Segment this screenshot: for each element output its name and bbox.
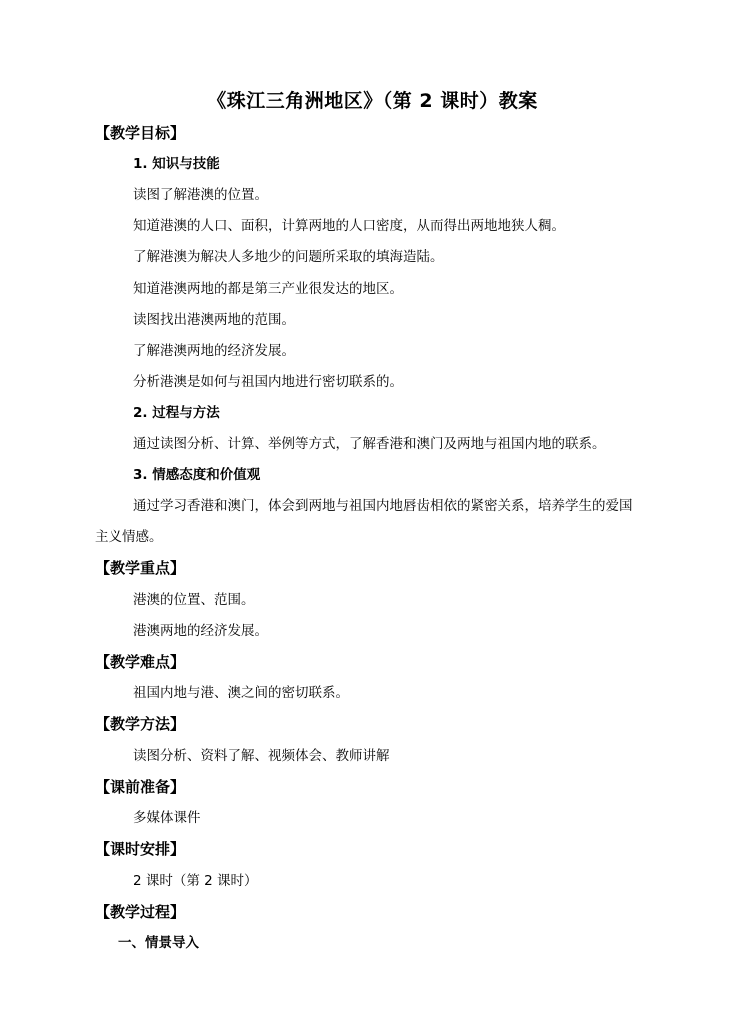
preparation-item: 多媒体课件 xyxy=(133,810,201,826)
schedule-item: 2 课时（第 2 课时） xyxy=(133,873,258,889)
key-point-item: 港澳的位置、范围。 xyxy=(133,592,255,608)
subheading-process-method: 2. 过程与方法 xyxy=(133,405,220,421)
difficulty-item: 祖国内地与港、澳之间的密切联系。 xyxy=(133,685,349,701)
paragraph-line: 通过学习香港和澳门，体会到两地与祖国内地唇齿相依的紧密关系，培养学生的爱国 xyxy=(133,498,633,514)
objective-item: 了解港澳为解决人多地少的问题所采取的填海造陆。 xyxy=(133,249,444,265)
subheading-attitude-values: 3. 情感态度和价值观 xyxy=(133,467,261,483)
objective-item: 分析港澳是如何与祖国内地进行密切联系的。 xyxy=(133,374,403,390)
document-title: 《珠江三角洲地区》（第 2 课时）教案 xyxy=(207,90,538,112)
objective-item: 知道港澳的人口、面积，计算两地的人口密度，从而得出两地地狭人稠。 xyxy=(133,218,565,234)
section-heading-schedule: 【课时安排】 xyxy=(95,840,186,858)
method-item: 读图分析、资料了解、视频体会、教师讲解 xyxy=(133,748,390,764)
objective-item: 了解港澳两地的经济发展。 xyxy=(133,343,295,359)
section-heading-key-points: 【教学重点】 xyxy=(95,559,186,577)
subheading-scene-intro: 一、情景导入 xyxy=(118,935,199,951)
paragraph-line: 主义情感。 xyxy=(95,529,163,545)
section-heading-process: 【教学过程】 xyxy=(95,903,186,921)
key-point-item: 港澳两地的经济发展。 xyxy=(133,623,268,639)
objective-item: 读图了解港澳的位置。 xyxy=(133,187,268,203)
section-heading-difficulties: 【教学难点】 xyxy=(95,653,186,671)
section-heading-preparation: 【课前准备】 xyxy=(95,778,186,796)
objective-item: 读图找出港澳两地的范围。 xyxy=(133,312,295,328)
objective-item: 知道港澳两地的都是第三产业很发达的地区。 xyxy=(133,281,403,297)
section-heading-objectives: 【教学目标】 xyxy=(95,124,186,142)
objective-item: 通过读图分析、计算、举例等方式，了解香港和澳门及两地与祖国内地的联系。 xyxy=(133,436,606,452)
subheading-knowledge-skills: 1. 知识与技能 xyxy=(133,156,220,172)
section-heading-methods: 【教学方法】 xyxy=(95,715,186,733)
